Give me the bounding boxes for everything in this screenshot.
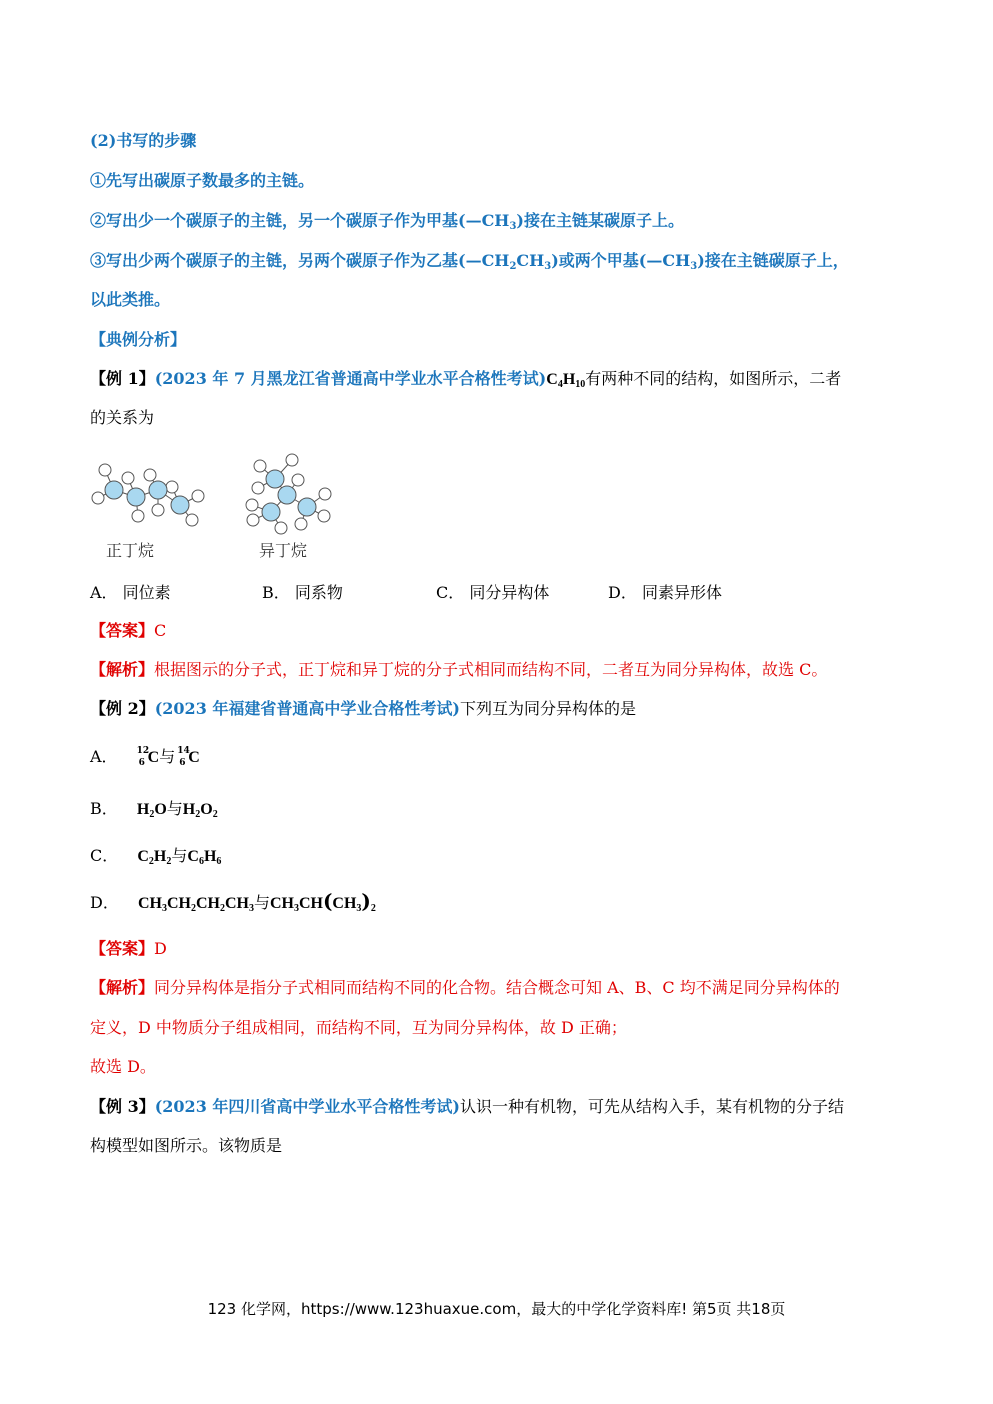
example-2-question: 【例 2】(2023 年福建省普通高中学业合格性考试)下列互为同分异构体的是 [90,699,636,718]
section-title: 【典例分析】 [90,330,187,349]
butane-models-figure [88,450,348,540]
ex1-answer: 【答案】C [90,621,167,640]
example-1-question: 【例 1】(2023 年 7 月黑龙江省普通高中学业水平合格性考试)$C_4H_{10}$有两种不同的结构，如图所示，二者 [90,369,842,390]
step-3-cont: 以此类推。 [90,290,171,309]
example-1-question-cont: 的关系为 [90,408,155,427]
n-butane-caption: 正丁烷 [106,541,155,560]
ex2-analysis-cont: 定义，D 中物质分子组成相同，而结构不同，互为同分异构体，故 D 正确； [90,1018,627,1037]
ex1-option-a: A． 同位素 [90,583,171,602]
ex2-option-d: D． $CH_3CH_2CH_2CH_3$与$CH_3CH(CH_3)_2$ [90,889,376,914]
page-footer: 123 化学网，https://www.123huaxue.com，最大的中学化学资料库! 第5页 共18页 [207,1300,786,1318]
ex1-option-b: B． 同系物 [262,583,343,602]
isobutane-caption: 异丁烷 [259,541,308,560]
example-3-question: 【例 3】(2023 年四川省高中学业水平合格性考试)认识一种有机物，可先从结构入手，某有机物的分子结 [90,1097,844,1116]
example-3-question-cont: 构模型如图所示。该物质是 [90,1136,283,1155]
isobutane-model [246,454,331,534]
ex2-option-b: B． $H_2O$与$H_2O_2$ [90,799,218,820]
ex2-analysis-end: 故选 D。 [90,1057,156,1076]
steps-title: (2)书写的步骤 [90,131,197,150]
n-butane-model [92,464,204,526]
step-3: ③写出少两个碳原子的主链，另两个碳原子作为乙基$(—CH_2CH_3)$或两个甲基$(—CH_3)$接在主链碳原子上， [90,251,849,272]
ex1-option-c: C． 同分异构体 [436,583,550,602]
ex2-analysis: 【解析】同分异构体是指分子式相同而结构不同的化合物。结合概念可知 A、B、C 均不满足同分异构体的 [90,978,840,997]
ex1-analysis: 【解析】根据图示的分子式，正丁烷和异丁烷的分子式相同而结构不同，二者互为同分异构体，故选 C。 [90,660,828,679]
ex2-answer: 【答案】D [90,939,167,958]
step-1: ①先写出碳原子数最多的主链。 [90,171,315,190]
step-2: ②写出少一个碳原子的主链，另一个碳原子作为甲基$(—CH_3)$接在主链某碳原子上。 [90,211,684,232]
ex2-option-a: A． 12 6 C与 14 6 C [90,746,200,768]
ex2-option-c: C． $C_2H_2$与$C_6H_6$ [90,846,222,867]
ex1-option-d: D． 同素异形体 [608,583,722,602]
